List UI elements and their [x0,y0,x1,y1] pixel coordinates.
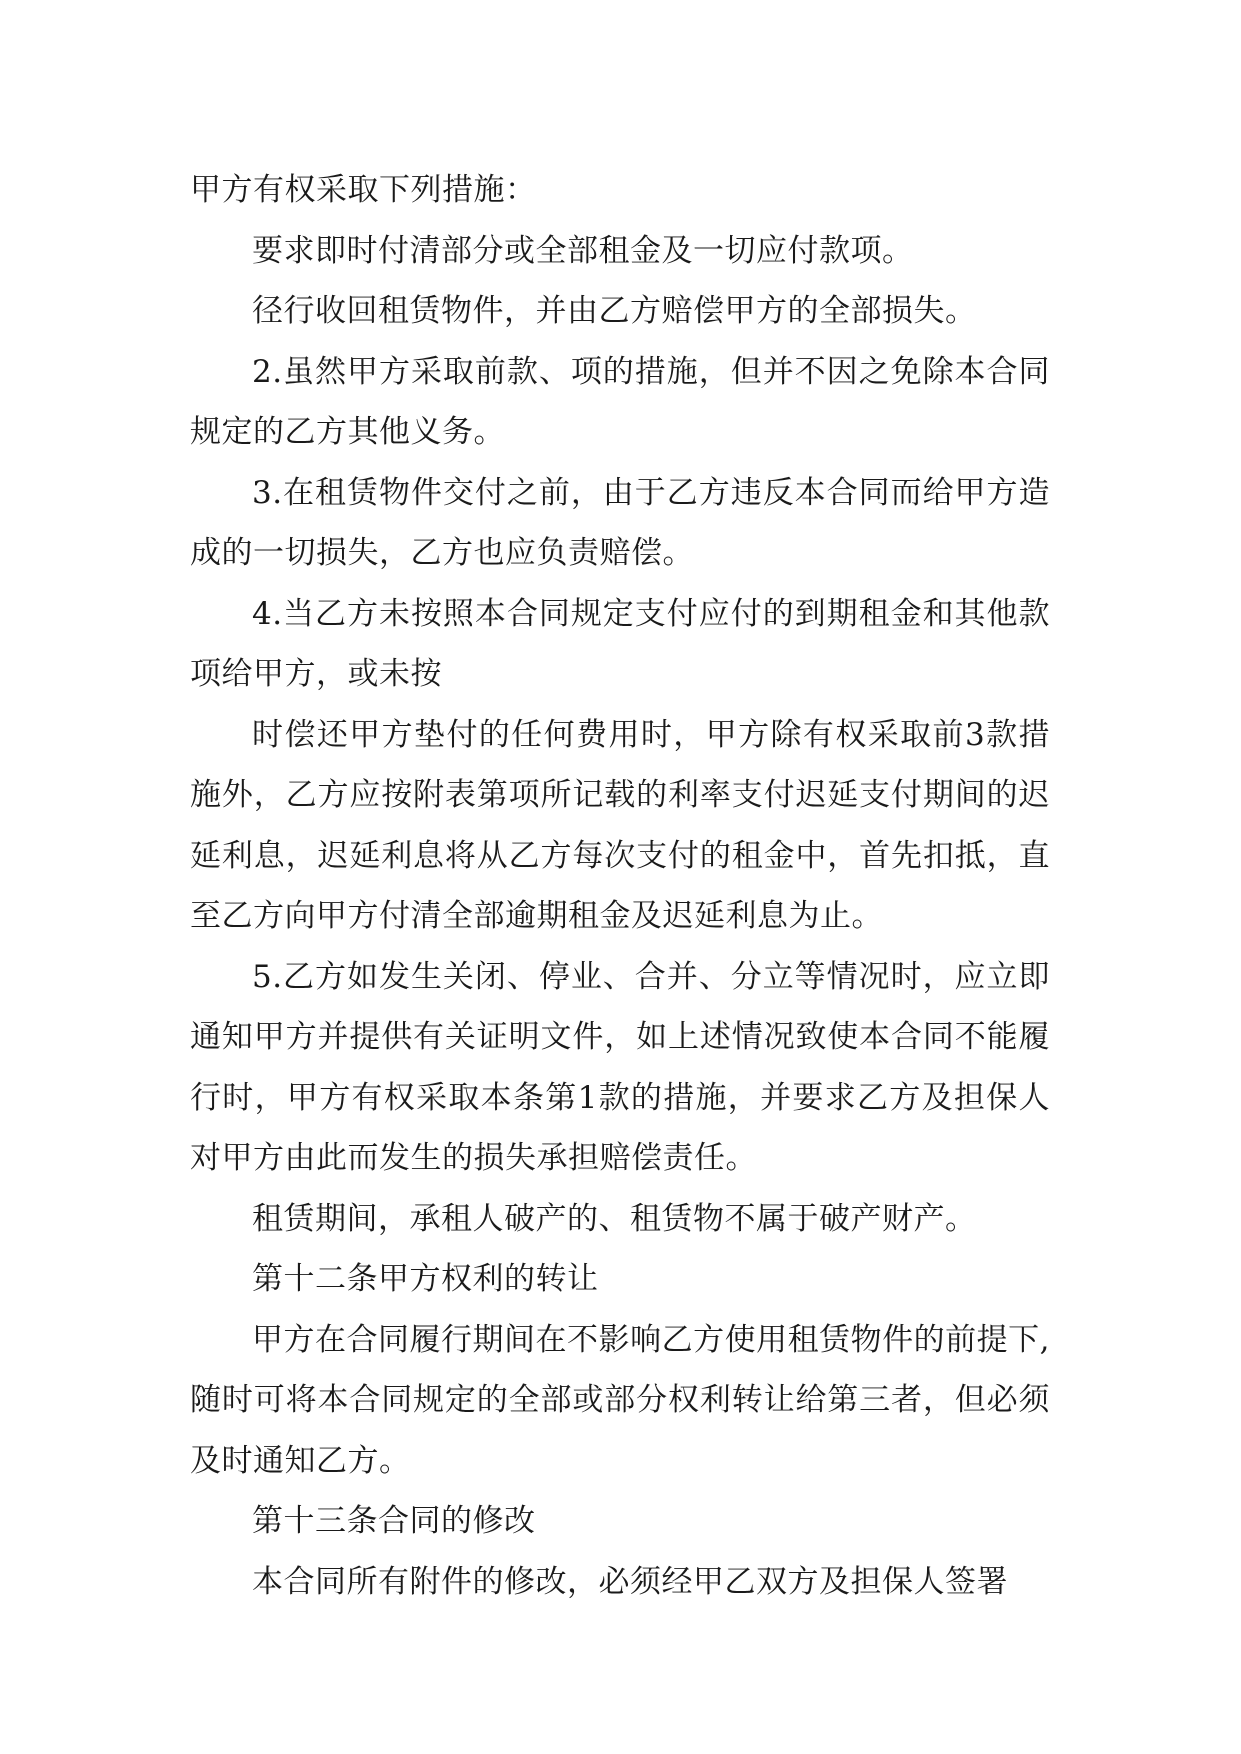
paragraph-article-13-body: 本合同所有附件的修改，必须经甲乙双方及担保人签署 [252,1563,1008,1600]
document-page [190,160,1050,1612]
paragraph-clause-5: 5.乙方如发生关闭、停业、合并、分立等情况时，应立即通知甲方并提供有关证明文件，如上述情况致使本合同不能履行时，甲方有权采取本条第1款的措施，并要求乙方及担保人对甲方由此而发生的损失承担赔偿责任。 [190,958,1050,1176]
paragraph-bankruptcy: 租赁期间，承租人破产的、租赁物不属于破产财产。 [252,1200,977,1237]
heading-article-12: 第十二条甲方权利的转让 [252,1261,599,1297]
paragraph-recover-property: 径行收回租赁物件，并由乙方赔偿甲方的全部损失。 [252,293,977,329]
paragraph-article-12-body: 甲方在合同履行期间在不影响乙方使用租赁物件的前提下,随时可将本合同规定的全部或部分权利转让给第三者，但必须及时通知乙方。 [190,1321,1050,1479]
paragraph-clause-3: 3.在租赁物件交付之前，由于乙方违反本合同而给甲方造成的一切损失，乙方也应负责赔偿。 [190,474,1050,571]
paragraph-clause-4: 4.当乙方未按照本合同规定支付应付的到期租金和其他款项给甲方，或未按 [190,595,1050,692]
paragraph-measures-intro: 甲方有权采取下列措施： [190,172,537,208]
paragraph-clause-2: 2.虽然甲方采取前款、项的措施，但并不因之免除本合同规定的乙方其他义务。 [190,353,1050,450]
paragraph-clause-4-continued: 时偿还甲方垫付的任何费用时，甲方除有权采取前3款措施外，乙方应按附表第项所记载的利率支付迟延支付期间的迟延利息，迟延利息将从乙方每次支付的租金中，首先扣抵，直至乙方向甲方付清全部逾期租金及迟延利息为止。 [190,716,1050,934]
paragraph-demand-payment: 要求即时付清部分或全部租金及一切应付款项。 [252,232,914,269]
heading-article-13: 第十三条合同的修改 [252,1503,536,1539]
